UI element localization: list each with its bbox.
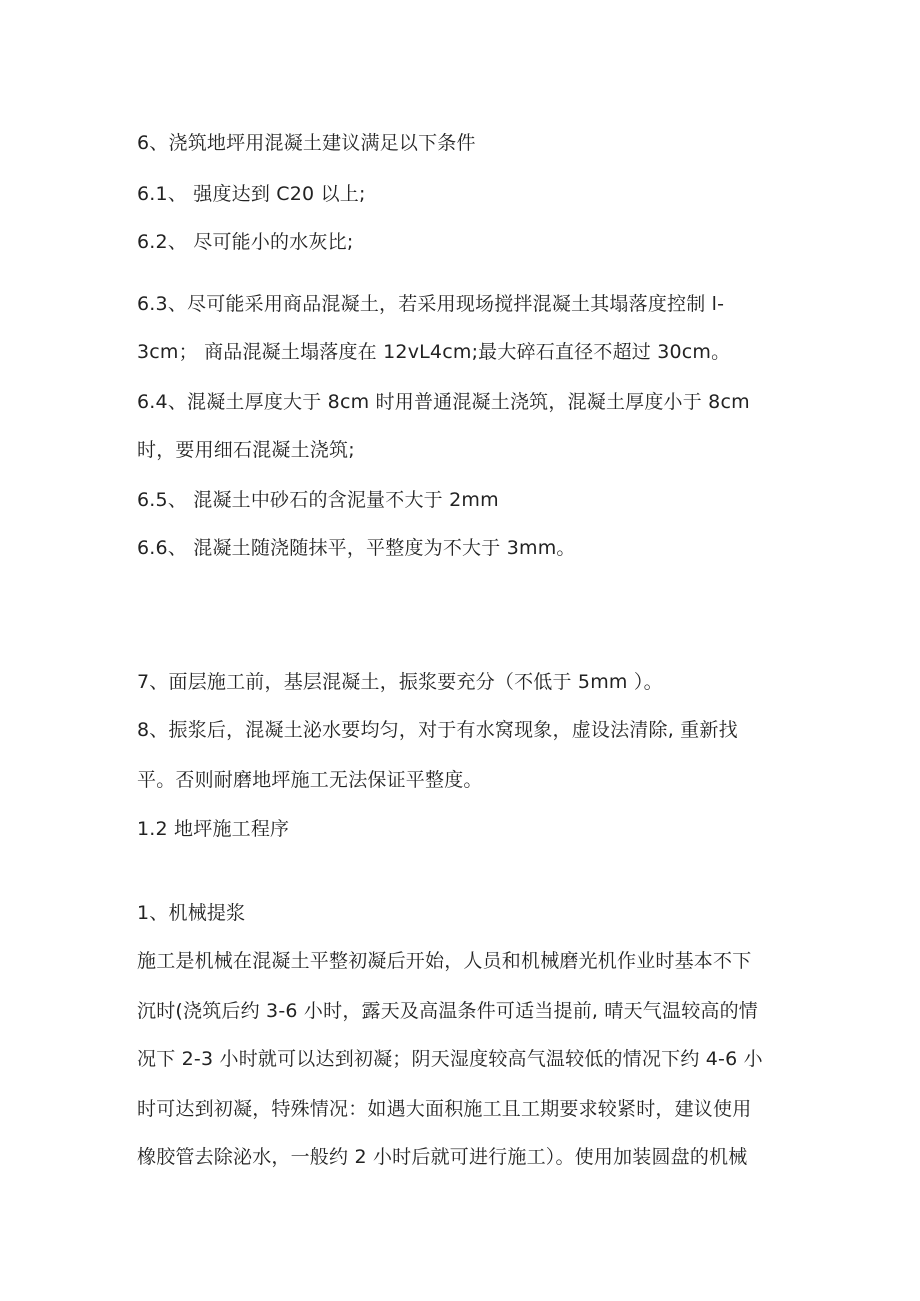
item-6-6: 6.6、 混凝土随浇随抹平，平整度为不大于 3mm。 bbox=[137, 537, 576, 559]
subsection-heading-1-2: 1.2 地坪施工程序 bbox=[137, 818, 290, 840]
paragraph-line-1: 施工是机械在混凝土平整初凝后开始，人员和机械磨光机作业时基本不下 bbox=[137, 950, 752, 972]
paragraph-line-5: 橡胶管去除泌水，一般约 2 小时后就可进行施工）。使用加装圆盘的机械 bbox=[137, 1146, 748, 1168]
item-6-3-line-1: 6.3、尽可能采用商品混凝土，若采用现场搅拌混凝土其塌落度控制 l- bbox=[137, 293, 725, 315]
item-6-3-line-2: 3cm； 商品混凝土塌落度在 12ⅴL4cm;最大碎石直径不超过 30cm。 bbox=[137, 341, 731, 363]
paragraph-line-4: 时可达到初凝，特殊情况：如遇大面积施工且工期要求较紧时，建议使用 bbox=[137, 1098, 752, 1120]
item-6-4-line-2: 时，要用细石混凝土浇筑; bbox=[137, 439, 355, 461]
section-7: 7、面层施工前，基层混凝土，振浆要充分（不低于 5mm ）。 bbox=[137, 671, 663, 693]
step-heading-1: 1、机械提浆 bbox=[137, 902, 246, 924]
item-6-5: 6.5、 混凝土中砂石的含泥量不大于 2mm bbox=[137, 489, 499, 511]
paragraph-line-3: 况下 2-3 小时就可以达到初凝；阴天湿度较高气温较低的情况下约 4-6 小 bbox=[137, 1048, 763, 1070]
section-heading-6: 6、浇筑地坪用混凝土建议满足以下条件 bbox=[137, 132, 476, 154]
item-6-2: 6.2、 尽可能小的水灰比; bbox=[137, 231, 354, 253]
item-6-4-line-1: 6.4、混凝土厚度大于 8cm 时用普通混凝土浇筑，混凝土厚度小于 8cm bbox=[137, 391, 750, 413]
section-8-line-2: 平。否则耐磨地坪施工无法保证平整度。 bbox=[137, 769, 483, 791]
section-8-line-1: 8、振浆后，混凝土泌水要均匀，对于有水窝现象，虚设法清除, 重新找 bbox=[137, 719, 738, 741]
item-6-1: 6.1、 强度达到 C20 以上; bbox=[137, 183, 366, 205]
paragraph-line-2: 沉时(浇筑后约 3-6 小时，露天及高温条件可适当提前, 晴天气温较高的情 bbox=[137, 1000, 759, 1022]
